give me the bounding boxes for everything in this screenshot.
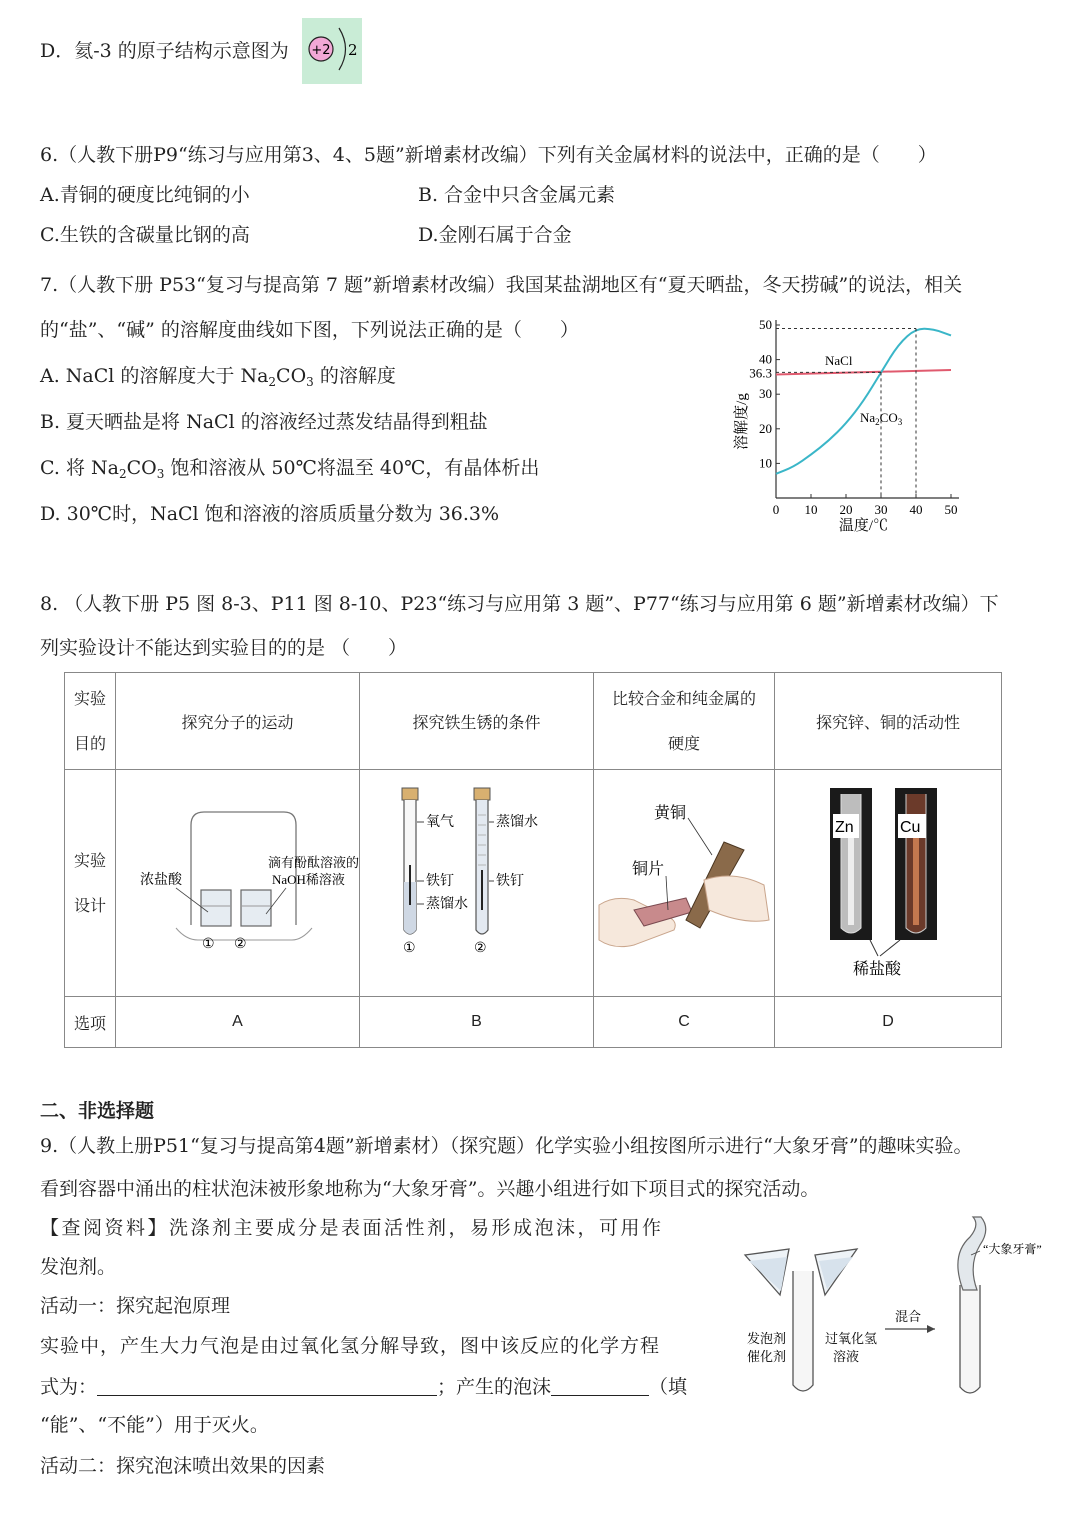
q7-option-b: B. 夏天晒盐是将 NaCl 的溶液经过蒸发结晶得到粗盐 [40, 411, 488, 433]
label-n2: ② [234, 937, 247, 952]
option-c: C [594, 997, 775, 1048]
q9-line8: “能”、“不能”）用于灭火。 [40, 1414, 269, 1436]
q5-option-d [40, 42, 289, 61]
x-tick-label: 10 [804, 502, 818, 517]
row-head-design: 实验 设计 [65, 770, 116, 997]
table-row-design [65, 770, 1002, 997]
q6-option-c: C.生铁的含碳量比钢的高 [40, 224, 250, 246]
x-axis-label: 温度/℃ [838, 518, 889, 534]
x-tick-label: 50 [944, 502, 958, 517]
atom-diagram-svg [302, 18, 362, 84]
goal-b: 探究铁生锈的条件 [360, 673, 594, 770]
series-label-nacl: NaCl [825, 352, 853, 368]
label-mix: 混合 [895, 1309, 922, 1324]
label-cu: Cu [900, 819, 921, 836]
q6-option-a: A.青铜的硬度比纯铜的小 [40, 184, 250, 206]
design-b [360, 770, 594, 997]
q9-line5: 活动一：探究起泡原理 [40, 1295, 231, 1317]
goal-c: 比较合金和纯金属的 硬度 [594, 673, 775, 770]
q9-line6: 实验中，产生大力气泡是由过氧化氢分解导致，图中该反应的化学方程 [40, 1335, 661, 1357]
molecule-motion-figure [116, 770, 359, 992]
y-tick-label: 10 [759, 455, 772, 471]
design-d [775, 770, 1002, 997]
beaker-2 [241, 890, 271, 926]
design-a [116, 770, 360, 997]
annotation-36-3: 36.3 [749, 365, 772, 381]
q9-line4: 发泡剂。 [40, 1256, 117, 1278]
result-tube [960, 1285, 980, 1393]
q7-option-d: D. 30℃时，NaCl 饱和溶液的溶质质量分数为 36.3% [40, 503, 500, 525]
y-axis-label: 溶解度/g [734, 393, 750, 450]
atom-diagram [302, 18, 362, 84]
q9-line3: 【查阅资料】洗涤剂主要成分是表面活性剂，易形成泡沫，可用作 [40, 1217, 664, 1239]
zn-cu-figure [775, 770, 1001, 992]
arrow-icon [927, 1325, 935, 1333]
q9-line2: 看到容器中涌出的柱状泡沫被形象地称为“大象牙膏”。兴趣小组进行如下项目式的探究活动。 [40, 1178, 820, 1200]
q7-stem-line1: 7.（人教下册 P53“复习与提高第 7 题”新增素材改编）我国某盐湖地区有“夏天晒盐，冬天捞碱”的说法，相关 [40, 274, 963, 296]
q5-option-d-text: D．氦-3 的原子结构示意图为 [40, 40, 289, 62]
series-line-Na2CO3 [776, 329, 951, 474]
test-tube [793, 1271, 813, 1391]
answer-blank-equation[interactable] [97, 1377, 437, 1396]
series-label-na2co3: $Na_2CO_3$ [860, 409, 903, 427]
iron-rust-figure [360, 770, 593, 992]
q9-line9: 活动二：探究泡沫喷出效果的因素 [40, 1455, 326, 1477]
electron-shell [339, 28, 346, 70]
q9-line7: 式为： ；产生的泡沫 （填 [40, 1376, 688, 1398]
hardness-figure [594, 770, 774, 992]
row-head-goal: 实验 目的 [65, 673, 116, 770]
label-nail-1: 铁钉 [426, 874, 454, 889]
label-acid: 稀盐酸 [853, 961, 902, 978]
q7-option-a: A. NaCl 的溶解度大于 $Na_2CO_3$ 的溶解度 [40, 365, 396, 389]
label-brass: 黄铜 [654, 805, 687, 822]
label-phenol-2: NaOH稀溶液 [272, 872, 345, 887]
option-d: D [775, 997, 1002, 1048]
label-oxygen: 氧气 [426, 815, 454, 830]
x-tick-label: 40 [909, 502, 923, 517]
beaker-1 [201, 890, 231, 926]
label-copper: 铜片 [632, 861, 665, 878]
design-c [594, 770, 775, 997]
label-toothpaste: “大象牙膏” [983, 1242, 1042, 1256]
label-foamer-2: 催化剂 [747, 1349, 787, 1364]
goal-d: 探究锌、铜的活动性 [775, 673, 1002, 770]
label-water-bottom: 蒸馏水 [426, 897, 468, 912]
solubility-chart [728, 308, 968, 540]
label-conc-hcl: 浓盐酸 [140, 873, 182, 888]
label-h2o2-2: 溶液 [833, 1349, 860, 1364]
table-row-goal [65, 673, 1002, 770]
nucleus-charge: +2 [311, 43, 331, 58]
tube-2 [476, 800, 488, 934]
label-phenol-1: 滴有酚酞溶液的 [268, 855, 359, 870]
label-nail-2: 铁钉 [496, 874, 524, 889]
x-tick-label: 0 [772, 502, 780, 517]
x-tick-label: 20 [839, 502, 853, 517]
q6-option-d: D.金刚石属于合金 [418, 224, 572, 246]
y-tick-label: 40 [759, 351, 772, 367]
table-row-option [65, 997, 1002, 1048]
label-foamer-1: 发泡剂 [747, 1331, 787, 1346]
experiment-table [64, 672, 1002, 1048]
label-n2: ② [474, 941, 487, 956]
label-n1: ① [202, 937, 215, 952]
q9-line1: 9.（人教上册P51“复习与提高第4题”新增素材）（探究题）化学实验小组按图所示进行“大象牙膏”的趣味实验。 [40, 1135, 973, 1157]
answer-blank-foam[interactable] [551, 1377, 649, 1396]
label-water-top: 蒸馏水 [496, 815, 538, 830]
q6-option-b: B. 合金中只含金属元素 [418, 184, 616, 206]
q8-stem-line2: 列实验设计不能达到实验目的的是 （ ） [40, 637, 408, 659]
foam-column [958, 1217, 986, 1290]
electron-count: 2 [348, 41, 358, 59]
x-tick-label: 30 [874, 502, 888, 517]
y-tick-label: 50 [759, 317, 772, 332]
q8-stem-line1: 8. （人教下册 P5 图 8-3、P11 图 8-10、P23“练习与应用第 3 题”、P77“练习与应用第 6 题”新增素材改编）下 [40, 593, 999, 615]
row-head-option: 选项 [65, 997, 116, 1048]
label-n1: ① [403, 941, 416, 956]
y-tick-label: 20 [759, 420, 772, 436]
label-h2o2-1: 过氧化氢 [825, 1331, 878, 1346]
q6-stem: 6.（人教下册P9“练习与应用第3、4、5题”新增素材改编）下列有关金属材料的说法中，正确的是（ ） [40, 144, 937, 166]
q7-stem-line2: 的“盐”、“碱” 的溶解度曲线如下图，下列说法正确的是（ ） [40, 319, 579, 341]
goal-a: 探究分子的运动 [116, 673, 360, 770]
elephant-toothpaste-figure [735, 1215, 1065, 1405]
option-a: A [116, 997, 360, 1048]
y-tick-label: 30 [759, 386, 772, 402]
q7-option-c: C. 将 $Na_2CO_3$ 饱和溶液从 50℃将温至 40℃，有晶体析出 [40, 457, 540, 481]
option-b: B [360, 997, 594, 1048]
section-title: 二、非选择题 [40, 1100, 155, 1122]
label-zn: Zn [835, 819, 854, 836]
